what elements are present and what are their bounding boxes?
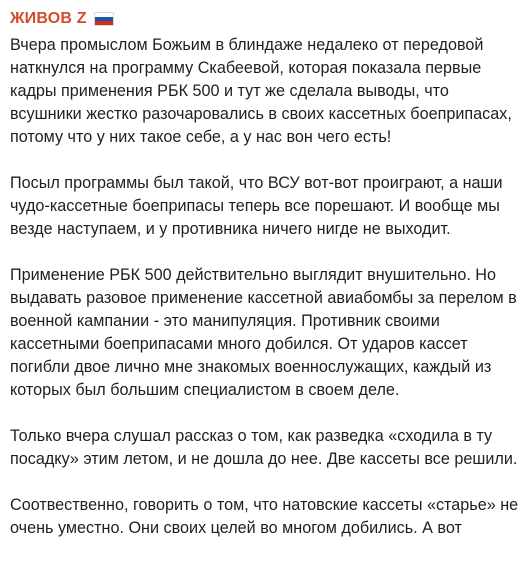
message-paragraph: Применение РБК 500 действительно выглядит внушительно. Но выдавать разовое применение кассетной авиабомбы за перелом в военной кампании - это манипуляция. Противник своими кассетными боеприпасами много добился. От ударов кассет погибли двое лично мне знакомых военнослужащих, каждый из которых был большим специалистом в своем деле. (10, 266, 517, 399)
sender-header (10, 6, 522, 32)
russian-flag-icon (94, 12, 114, 26)
message-paragraph: Только вчера слушал рассказ о том, как разведка «сходила в ту посадку» этим летом, и не дошла до нее. Две кассеты все решили. (10, 427, 518, 468)
message-paragraph: Соотвественно, говорить о том, что натовские кассеты «старье» не очень уместно. Они своих целей во многом добились. А вот (10, 496, 519, 537)
sender-name[interactable]: ЖИВОВ Z (10, 10, 87, 27)
message-paragraph: Посыл программы был такой, что ВСУ вот-вот проиграют, а наши чудо-кассетные боеприпасы теперь все порешают. И вообще мы везде наступаем, и у противника ничего нигде не выходит. (10, 174, 503, 238)
message-text (10, 34, 522, 540)
message-paragraph: Вчера промыслом Божьим в блиндаже недалеко от передовой наткнулся на программу Скабеевой, которая показала первые кадры применения РБК 500 и тут же сделала выводы, что всушники жестко разочаровались в своих кассетных боеприпасах, потому что у них такое себе, а у нас вон чего есть! (10, 36, 512, 146)
